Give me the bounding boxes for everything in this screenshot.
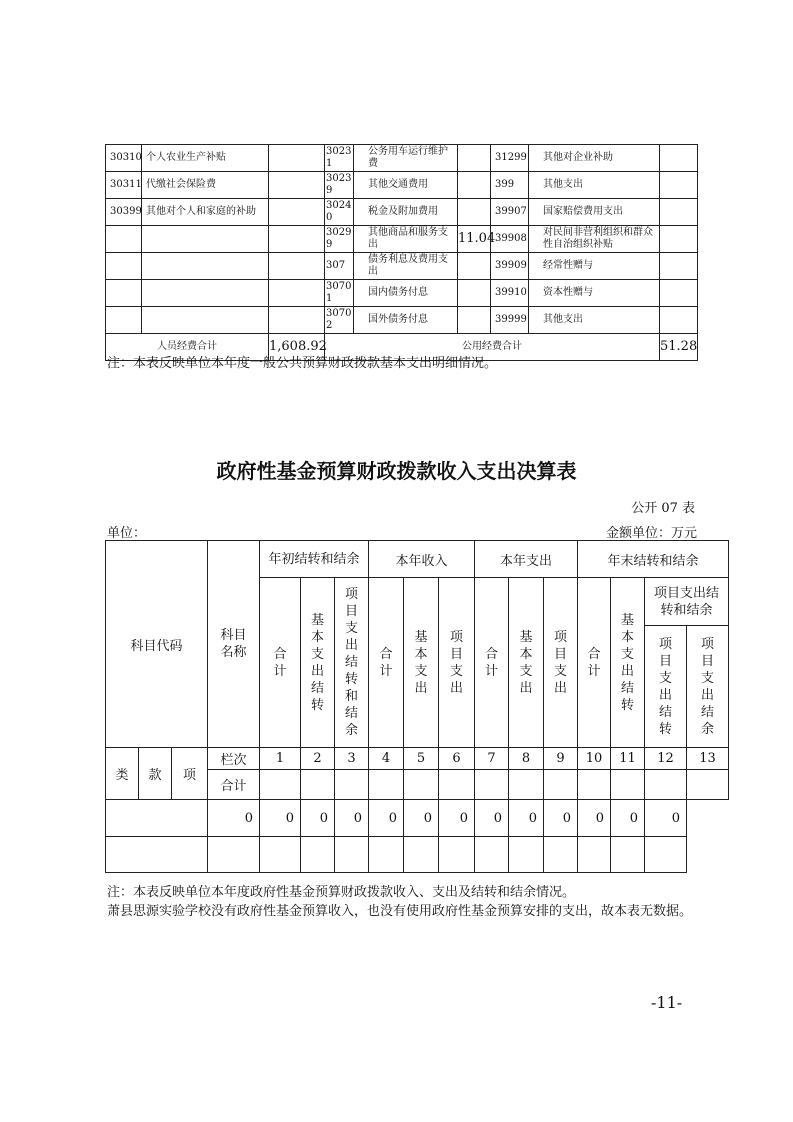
header-expense-project: 项目支出 <box>544 578 578 748</box>
detail-table-row <box>106 145 698 172</box>
detail-cell-c9 <box>660 145 698 172</box>
column-number: 6 <box>439 748 475 770</box>
fund-note-line-1: 注：本表反映单位本年度政府性基金预算财政拨款收入、支出及结转和结余情况。 <box>107 885 576 900</box>
column-number: 12 <box>645 748 687 770</box>
column-number: 13 <box>687 748 729 770</box>
detail-cell-c6 <box>458 172 491 199</box>
amount-unit-label: 金额单位：万元 <box>605 526 697 541</box>
column-number-label: 栏次 <box>208 748 260 770</box>
detail-cell-c7: 31299 <box>491 145 529 172</box>
fund-note-line-2: 萧县思源实验学校没有政府性基金预算收入，也没有使用政府性基金预算安排的支出，故本表无数据。 <box>107 904 693 919</box>
public-total-value: 51.28 <box>660 334 698 361</box>
detail-cell-c9 <box>660 199 698 226</box>
column-number: 9 <box>544 748 578 770</box>
detail-cell-c1: 30399 <box>106 199 142 226</box>
header-subject-name: 科目名称 <box>208 541 260 748</box>
detail-table-row <box>106 253 698 280</box>
detail-cell-c7: 39907 <box>491 199 529 226</box>
header-begin-balance: 年初结转和结余 <box>260 541 369 578</box>
detail-cell-c6 <box>458 253 491 280</box>
data-cell: 0 <box>544 800 578 837</box>
column-number: 1 <box>260 748 301 770</box>
detail-cell-c6 <box>458 145 491 172</box>
data-cell: 0 <box>335 800 369 837</box>
detail-cell-c7: 39910 <box>491 280 529 307</box>
detail-cell-c7: 39909 <box>491 253 529 280</box>
column-number: 3 <box>335 748 369 770</box>
detail-table-row <box>106 280 698 307</box>
header-category: 类 <box>106 748 139 800</box>
detail-cell-c5: 国内债务付息 <box>354 280 458 307</box>
expenditure-detail-table <box>105 144 698 361</box>
header-end-basic: 基本支出结转 <box>611 578 645 748</box>
data-row <box>106 800 729 837</box>
data-cell: 0 <box>645 800 687 837</box>
detail-cell-c9 <box>660 253 698 280</box>
data-cell: 0 <box>475 800 509 837</box>
detail-cell-c7: 39999 <box>491 307 529 334</box>
detail-cell-c3 <box>269 172 325 199</box>
detail-cell-c9 <box>660 307 698 334</box>
detail-cell-c8: 其他支出 <box>529 307 660 334</box>
header-section: 款 <box>139 748 172 800</box>
fund-table-note <box>107 883 699 921</box>
data-cell: 0 <box>369 800 404 837</box>
detail-table-note: 注：本表反映单位本年度一般公共预算财政拨款基本支出明细情况。 <box>107 356 498 371</box>
detail-cell-c4: 30299 <box>325 226 354 253</box>
detail-cell-c8: 资本性赠与 <box>529 280 660 307</box>
data-cell: 0 <box>611 800 645 837</box>
header-item: 项 <box>172 748 208 800</box>
detail-cell-c2 <box>142 280 269 307</box>
detail-cell-c1 <box>106 253 142 280</box>
data-cell: 0 <box>260 800 301 837</box>
page-title: 政府性基金预算财政拨款收入支出决算表 <box>216 459 577 483</box>
header-end-project-surplus: 项目支出结余 <box>687 626 729 748</box>
data-cell: 0 <box>301 800 335 837</box>
unit-label: 单位： <box>107 526 147 541</box>
personnel-total-value: 1,608.92 <box>269 334 325 361</box>
detail-cell-c7: 39908 <box>491 226 529 253</box>
detail-cell-c1: 30311 <box>106 172 142 199</box>
detail-table-row <box>106 307 698 334</box>
detail-cell-c1 <box>106 226 142 253</box>
header-income-total: 合计 <box>369 578 404 748</box>
detail-cell-c2: 个人农业生产补贴 <box>142 145 269 172</box>
empty-row <box>106 837 729 873</box>
column-number: 8 <box>509 748 544 770</box>
form-number: 公开 07 表 <box>631 501 695 516</box>
detail-table-row <box>106 226 698 253</box>
data-cell: 0 <box>404 800 439 837</box>
header-end-balance: 年末结转和结余 <box>578 541 729 578</box>
detail-cell-c2 <box>142 307 269 334</box>
detail-cell-c3 <box>269 199 325 226</box>
detail-cell-c4: 30239 <box>325 172 354 199</box>
detail-cell-c5: 国外债务付息 <box>354 307 458 334</box>
detail-cell-c5: 其他交通费用 <box>354 172 458 199</box>
detail-cell-c9 <box>660 226 698 253</box>
detail-cell-c3 <box>269 145 325 172</box>
fund-budget-table <box>105 540 729 873</box>
detail-cell-c2 <box>142 226 269 253</box>
header-end-project-carry: 项目支出结转 <box>645 626 687 748</box>
detail-cell-c3 <box>269 226 325 253</box>
detail-cell-c5: 债务利息及费用支出 <box>354 253 458 280</box>
detail-cell-c2: 代缴社会保险费 <box>142 172 269 199</box>
header-end-total: 合计 <box>578 578 611 748</box>
detail-cell-c4: 30701 <box>325 280 354 307</box>
detail-cell-c8: 其他支出 <box>529 172 660 199</box>
detail-cell-c1: 30310 <box>106 145 142 172</box>
detail-cell-c7: 399 <box>491 172 529 199</box>
detail-cell-c8: 其他对企业补助 <box>529 145 660 172</box>
header-begin-basic: 基本支出结转 <box>301 578 335 748</box>
header-annual-income: 本年收入 <box>369 541 475 578</box>
detail-cell-c4: 307 <box>325 253 354 280</box>
column-number: 2 <box>301 748 335 770</box>
column-number: 10 <box>578 748 611 770</box>
data-cell: 0 <box>439 800 475 837</box>
detail-cell-c1 <box>106 280 142 307</box>
detail-cell-c8: 对民间非营利组织和群众性自治组织补贴 <box>529 226 660 253</box>
detail-cell-c1 <box>106 307 142 334</box>
header-income-project: 项目支出 <box>439 578 475 748</box>
detail-cell-c5: 公务用车运行维护费 <box>354 145 458 172</box>
detail-cell-c2 <box>142 253 269 280</box>
detail-cell-c8: 经常性赠与 <box>529 253 660 280</box>
header-begin-total: 合计 <box>260 578 301 748</box>
detail-cell-c9 <box>660 280 698 307</box>
detail-table-row <box>106 199 698 226</box>
detail-cell-c4: 30231 <box>325 145 354 172</box>
detail-cell-c3 <box>269 280 325 307</box>
detail-cell-c5: 税金及附加费用 <box>354 199 458 226</box>
column-number: 11 <box>611 748 645 770</box>
header-expense-total: 合计 <box>475 578 509 748</box>
header-end-project-group: 项目支出结转和结余 <box>645 578 729 626</box>
column-number: 7 <box>475 748 509 770</box>
detail-cell-c8: 国家赔偿费用支出 <box>529 199 660 226</box>
header-begin-project: 项目支出结转和结余 <box>335 578 369 748</box>
detail-cell-c4: 30240 <box>325 199 354 226</box>
public-total-label: 公用经费合计 <box>325 334 660 361</box>
data-cell: 0 <box>208 800 260 837</box>
personnel-total-label: 人员经费合计 <box>106 334 269 361</box>
detail-cell-c5: 其他商品和服务支出 <box>354 226 458 253</box>
detail-cell-c2: 其他对个人和家庭的补助 <box>142 199 269 226</box>
header-income-basic: 基本支出 <box>404 578 439 748</box>
column-number: 5 <box>404 748 439 770</box>
detail-cell-c3 <box>269 307 325 334</box>
detail-cell-c6 <box>458 199 491 226</box>
column-number-row <box>106 748 729 770</box>
header-expense-basic: 基本支出 <box>509 578 544 748</box>
detail-table-row <box>106 172 698 199</box>
page-number: -11- <box>651 993 683 1012</box>
detail-cell-c4: 30702 <box>325 307 354 334</box>
detail-cell-c6: 11.04 <box>458 226 491 253</box>
sum-row-label: 合计 <box>208 770 260 800</box>
data-cell: 0 <box>509 800 544 837</box>
detail-cell-c9 <box>660 172 698 199</box>
data-cell: 0 <box>578 800 611 837</box>
column-number: 4 <box>369 748 404 770</box>
header-subject-code: 科目代码 <box>106 541 208 748</box>
header-annual-expense: 本年支出 <box>475 541 578 578</box>
detail-cell-c6 <box>458 280 491 307</box>
detail-cell-c3 <box>269 253 325 280</box>
detail-cell-c6 <box>458 307 491 334</box>
